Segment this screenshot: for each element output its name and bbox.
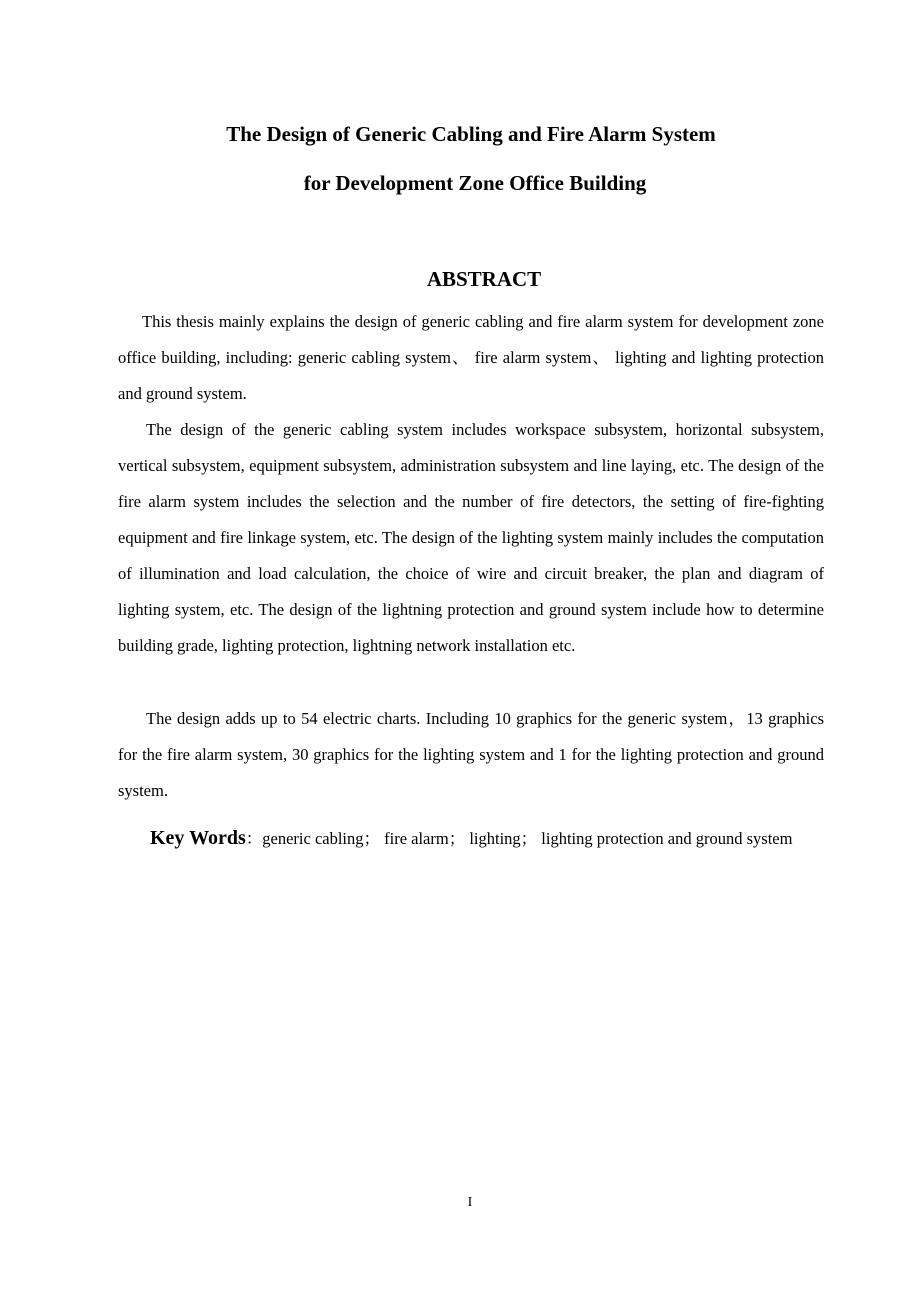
abstract-paragraph-3: The design adds up to 54 electric charts. Including 10 graphics for the generic system，13 graphics for the fire alarm system, 30 graphics for the lighting system and 1 for the lighting protection and ground system. — [118, 709, 824, 800]
keywords-separator: ： — [245, 829, 263, 848]
keywords-label: Key Words — [150, 827, 246, 849]
abstract-paragraph-2: The design of the generic cabling system includes workspace subsystem, horizontal subsystem, vertical subsystem, equipment subsystem, administration subsystem and line laying, etc. The design of the fire alarm system includes the selection and the number of fire detectors, the setting of fire-fighting equipment and fire linkage system, etc. The design of the lighting system mainly includes the computation of illumination and load calculation, the choice of wire and circuit breaker, the plan and diagram of lighting system, etc. The design of the lightning protection and ground system include how to determine building grade, lighting protection, lightning network installation etc. — [118, 420, 824, 655]
keywords-list: generic cabling； fire alarm； lighting； lighting protection and ground system — [262, 829, 793, 848]
abstract-paragraph-1: This thesis mainly explains the design of generic cabling and fire alarm system for development zone office building, including: generic cabling system、 fire alarm system、 lighting and lighting protection and ground system. — [118, 312, 824, 403]
thesis-title-line-2: for Development Zone Office Building — [303, 171, 647, 195]
keywords-block — [118, 818, 824, 859]
page-number: I — [467, 1195, 473, 1210]
thesis-title-line-1: The Design of Generic Cabling and Fire Alarm System — [226, 122, 716, 146]
abstract-heading: ABSTRACT — [426, 267, 542, 291]
